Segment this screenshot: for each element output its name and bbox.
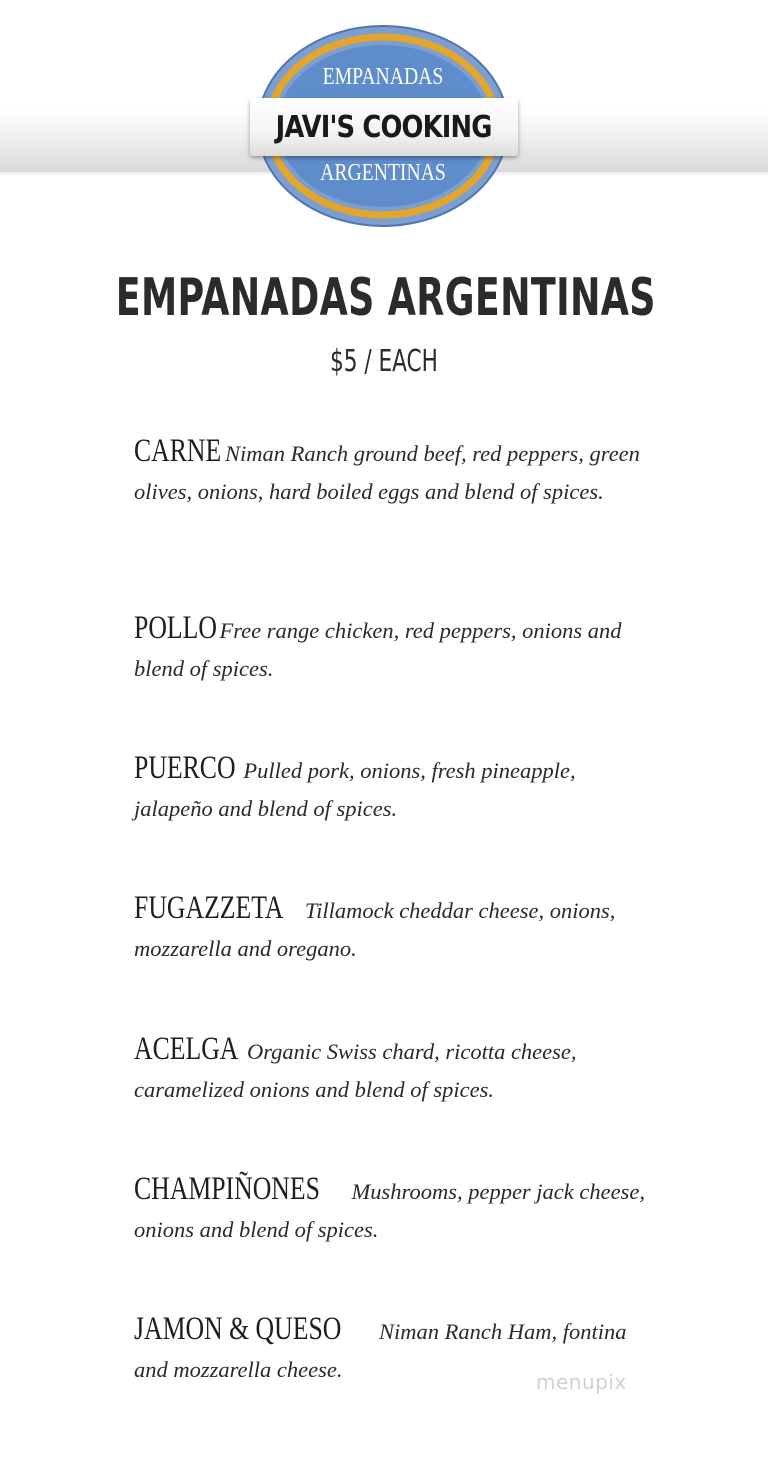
menu-item-description: Tillamock cheddar cheese, onions, mozzarella and oregano. [134, 898, 616, 961]
logo-banner [250, 98, 518, 156]
menu-item-fugazzeta [134, 889, 654, 968]
menu-item-description: Free range chicken, red peppers, onions and blend of spices. [134, 618, 622, 681]
menu-item-name: JAMON & QUESO [134, 1311, 342, 1347]
menu-item-name: CHAMPIÑONES [134, 1171, 320, 1207]
menu-item-name: POLLO [134, 610, 217, 646]
menu-title [0, 268, 768, 328]
logo-banner-text: JAVI'S COOKING [276, 109, 492, 145]
menu-item-name: FUGAZZETA [134, 890, 284, 926]
watermark-text: menupix [536, 1370, 627, 1394]
menu-item-description: Organic Swiss chard, ricotta cheese, caramelized onions and blend of spices. [134, 1039, 577, 1102]
menu-price [0, 344, 768, 379]
menu-item-name: PUERCO [134, 750, 236, 786]
menu-item-name: ACELGA [134, 1031, 239, 1067]
menu-item-acelga [134, 1030, 654, 1109]
logo-bottom-text: ARGENTINAS [320, 160, 446, 186]
menu-item-pollo [134, 609, 654, 688]
menu-title-text: EMPANADAS ARGENTINAS [115, 268, 656, 328]
menu-item-description: Mushrooms, pepper jack cheese, onions and blend of spices. [134, 1179, 645, 1242]
menu-price-text: $5 / EACH [330, 344, 438, 379]
menu-item-description: Niman Ranch Ham, fontina and mozzarella cheese. [134, 1319, 627, 1382]
menu-item-puerco [134, 749, 654, 828]
menu-item-description: Niman Ranch ground beef, red peppers, green olives, onions, hard boiled eggs and blend of spices. [134, 441, 640, 504]
logo-top-text: EMPANADAS [322, 64, 444, 90]
menu-item-carne [134, 432, 654, 511]
menu-item-champinones [134, 1170, 654, 1249]
menu-item-name: CARNE [134, 433, 222, 469]
menu-item-description: Pulled pork, onions, fresh pineapple, jalapeño and blend of spices. [134, 758, 576, 821]
